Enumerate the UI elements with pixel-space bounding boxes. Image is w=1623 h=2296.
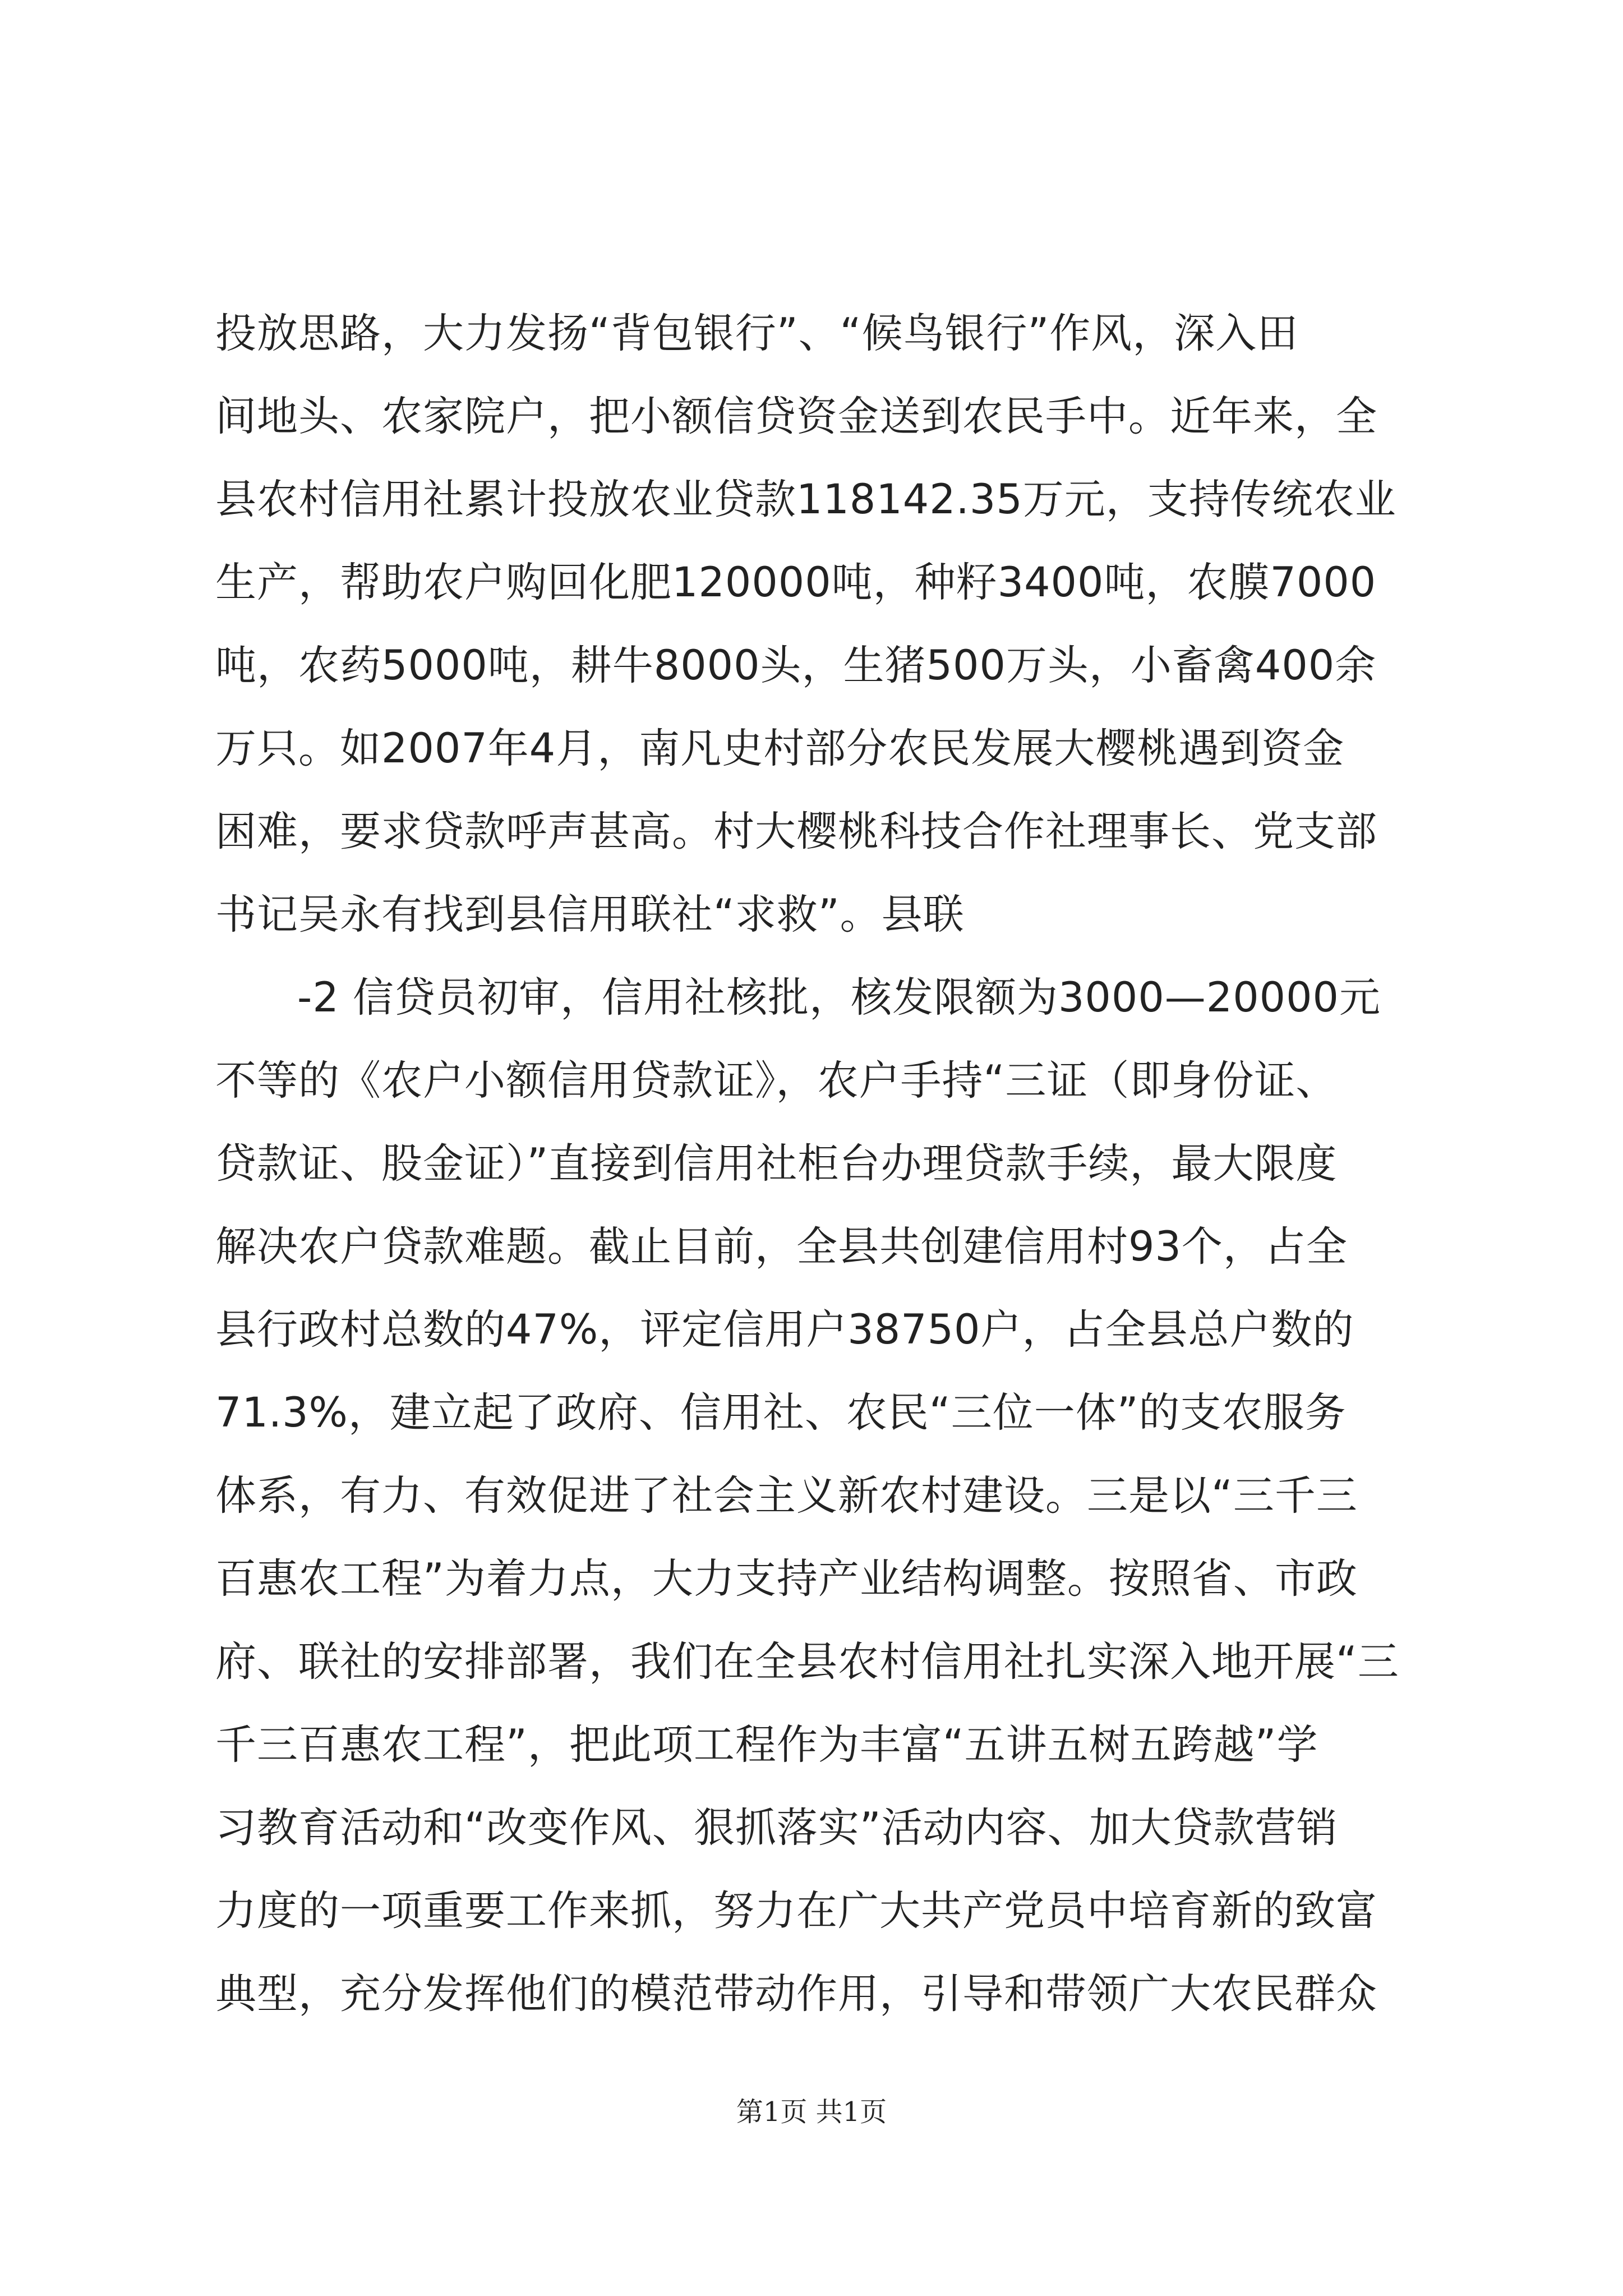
paragraph-line-5: 吨，农药5000吨，耕牛8000头，生猪500万头，小畜禽400余 — [215, 642, 1377, 689]
paragraph-line-19: 习教育活动和“改变作风、狠抓落实”活动内容、加大贷款营销 — [215, 1804, 1338, 1852]
paragraph-line-1: 投放思路，大力发扬“背包银行”、“候鸟银行”作风，深入田 — [215, 310, 1299, 357]
paragraph-line-6: 万只。如2007年4月，南凡史村部分农民发展大樱桃遇到资金 — [215, 725, 1345, 772]
paragraph-line-8: 书记吴永有找到县信用联社“求救”。县联 — [215, 891, 965, 938]
paragraph-line-15: 体系，有力、有效促进了社会主义新农村建设。三是以“三千三 — [215, 1472, 1358, 1520]
paragraph-line-18: 千三百惠农工程”，把此项工程作为丰富“五讲五树五跨越”学 — [215, 1721, 1318, 1769]
paragraph-line-13: 县行政村总数的47%，评定信用户38750户，占全县总户数的 — [215, 1306, 1354, 1354]
paragraph-line-2: 间地头、农家院户，把小额信贷资金送到农民手中。近年来，全 — [215, 393, 1377, 440]
paragraph-line-9: -2 信贷员初审，信用社核批，核发限额为3000—20000元 — [297, 974, 1381, 1022]
paragraph-line-21: 典型，充分发挥他们的模范带动作用，引导和带领广大农民群众 — [215, 1970, 1377, 2018]
paragraph-line-7: 困难，要求贷款呼声甚高。村大樱桃科技合作社理事长、党支部 — [215, 808, 1377, 855]
paragraph-line-17: 府、联社的安排部署，我们在全县农村信用社扎实深入地开展“三 — [215, 1638, 1399, 1686]
paragraph-line-3: 县农村信用社累计投放农业贷款118142.35万元，支持传统农业 — [215, 476, 1396, 523]
paragraph-line-11: 贷款证、股金证）”直接到信用社柜台办理贷款手续，最大限度 — [215, 1140, 1338, 1188]
page-footer: 第1页 共1页 — [736, 2096, 887, 2128]
paragraph-line-4: 生产，帮助农户购回化肥120000吨，种籽3400吨，农膜7000 — [215, 559, 1377, 606]
paragraph-line-16: 百惠农工程”为着力点，大力支持产业结构调整。按照省、市政 — [215, 1555, 1358, 1603]
paragraph-line-20: 力度的一项重要工作来抓，努力在广大共产党员中培育新的致富 — [215, 1887, 1377, 1935]
paragraph-line-14: 71.3%，建立起了政府、信用社、农民“三位一体”的支农服务 — [215, 1389, 1347, 1437]
paragraph-line-12: 解决农户贷款难题。截止目前，全县共创建信用村93个，占全 — [215, 1223, 1348, 1271]
paragraph-line-10: 不等的《农户小额信用贷款证》，农户手持“三证（即身份证、 — [215, 1057, 1338, 1105]
